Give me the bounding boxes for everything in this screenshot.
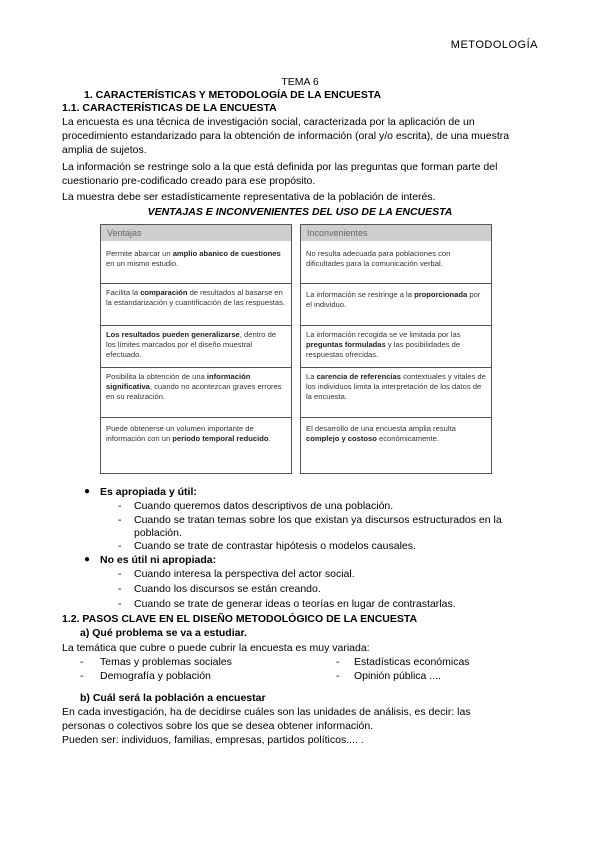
text-line: La encuesta es una técnica de investigación social, caracterizada por la aplicación de un <box>62 116 475 128</box>
text-line: Pueden ser: individuos, familias, empresas, partidos políticos.... . <box>62 734 364 746</box>
paragraph-definition <box>62 115 542 157</box>
paragraph-sample: La muestra debe ser estadísticamente representativa de la población de interés. <box>62 191 436 203</box>
text-line: procedimiento estandarizado para la obtención de información (oral y/o escrita), de una muestra <box>62 130 510 142</box>
subsection-heading-1-1: 1.1. CARACTERÍSTICAS DE LA ENCUESTA <box>62 102 277 114</box>
dash-marker: - <box>118 568 122 580</box>
paragraph-restriction <box>62 160 542 188</box>
bullet-icon: ● <box>84 554 91 565</box>
step-b-heading: b) Cuál será la población a encuestar <box>80 692 266 704</box>
text-line: personas o colectivos sobre los que se desea obtener información. <box>62 720 374 732</box>
dash-marker: - <box>118 598 122 610</box>
list-item: Cuando queremos datos descriptivos de una población. <box>134 500 394 512</box>
dash-marker: - <box>336 656 340 668</box>
section-heading: 1. CARACTERÍSTICAS Y METODOLOGÍA DE LA ENCUESTA <box>84 89 382 101</box>
advantage-cell: Posibilita la obtención de una información significativa, cuando no acontezcan graves errores en su realización. <box>101 367 291 417</box>
topic-item: Estadísticas económicas <box>354 656 470 668</box>
disadvantage-cell: El desarrollo de una encuesta amplia resulta complejo y costoso económicamente. <box>301 417 491 471</box>
text-line: cuestionario pre-codificado creado para ese propósito. <box>62 175 316 187</box>
dash-marker: - <box>80 670 84 682</box>
disadvantage-cell: La carencia de referencias contextuales y vitales de los individuos limita la interpretación de los datos de la encuesta. <box>301 367 491 417</box>
advantage-cell: Puede obtenerse un volumen importante de información con un período temporal reducido. <box>101 417 291 471</box>
list-item: Cuando se tratan temas sobre los que existan ya discursos estructurados en la <box>134 514 502 526</box>
list-item: Cuando se trate de contrastar hipótesis o modelos causales. <box>134 540 416 552</box>
dash-marker: - <box>118 514 122 526</box>
advantages-table-image <box>100 224 496 476</box>
table-title: VENTAJAS E INCONVENIENTES DEL USO DE LA ENCUESTA <box>147 206 453 218</box>
topic-item: Opinión pública .... <box>354 670 441 682</box>
appropriate-label: Es apropiada y útil: <box>100 486 197 498</box>
disadvantage-cell: La información se restringe a la proporcionada por el individuo. <box>301 283 491 325</box>
not-appropriate-label: No es útil ni apropiada: <box>100 554 217 566</box>
advantage-cell: Los resultados pueden generalizarse, dentro de los límites marcados por el diseño muestral efectuado. <box>101 325 291 367</box>
list-item: Cuando los discursos se están creando. <box>134 583 321 595</box>
text-line: amplia de sujetos. <box>62 144 147 156</box>
advantage-cell: Permite abarcar un amplio abanico de cuestiones en un mismo estudio. <box>106 249 281 268</box>
topic-item: Demografía y población <box>100 670 211 682</box>
text-line: La información se restringe solo a la que está definida por las preguntas que forman parte del <box>62 161 498 173</box>
dash-marker: - <box>118 583 122 595</box>
page-header: METODOLOGÍA <box>450 39 538 51</box>
disadvantages-column <box>300 224 492 474</box>
advantages-header: Ventajas <box>101 225 291 241</box>
dash-marker: - <box>80 656 84 668</box>
advantage-cell: Facilita la comparación de resultados al basarse en la estandarización y cuantificación de las respuestas. <box>101 283 291 325</box>
dash-marker: - <box>118 540 122 552</box>
paragraph-population <box>62 705 542 747</box>
topic-item: Temas y problemas sociales <box>100 656 232 668</box>
text-line: En cada investigación, ha de decidirse cuáles son las unidades de análisis, es decir: las <box>62 706 471 718</box>
advantages-column <box>100 224 292 474</box>
paragraph-topics: La temática que cubre o puede cubrir la encuesta es muy variada: <box>62 642 370 654</box>
step-a-heading: a) Qué problema se va a estudiar. <box>80 627 247 639</box>
tema-label: TEMA 6 <box>281 76 319 88</box>
list-item: Cuando interesa la perspectiva del actor social. <box>134 568 355 580</box>
disadvantage-cell: No resulta adecuada para poblaciones con dificultades para la comunicación verbal. <box>306 249 451 268</box>
disadvantages-header: Inconvenientes <box>301 225 491 241</box>
disadvantage-cell: La información recogida se ve limitada por las preguntas formuladas y las posibilidades de respuestas ofrecidas. <box>301 325 491 367</box>
subsection-heading-1-2: 1.2. PASOS CLAVE EN EL DISEÑO METODOLÓGICO DE LA ENCUESTA <box>62 613 418 625</box>
dash-marker: - <box>336 670 340 682</box>
list-item: Cuando se trate de generar ideas o teorías en lugar de contrastarlas. <box>134 598 456 610</box>
list-item-continued: población. <box>134 527 182 539</box>
bullet-icon: ● <box>84 486 91 497</box>
dash-marker: - <box>118 500 122 512</box>
